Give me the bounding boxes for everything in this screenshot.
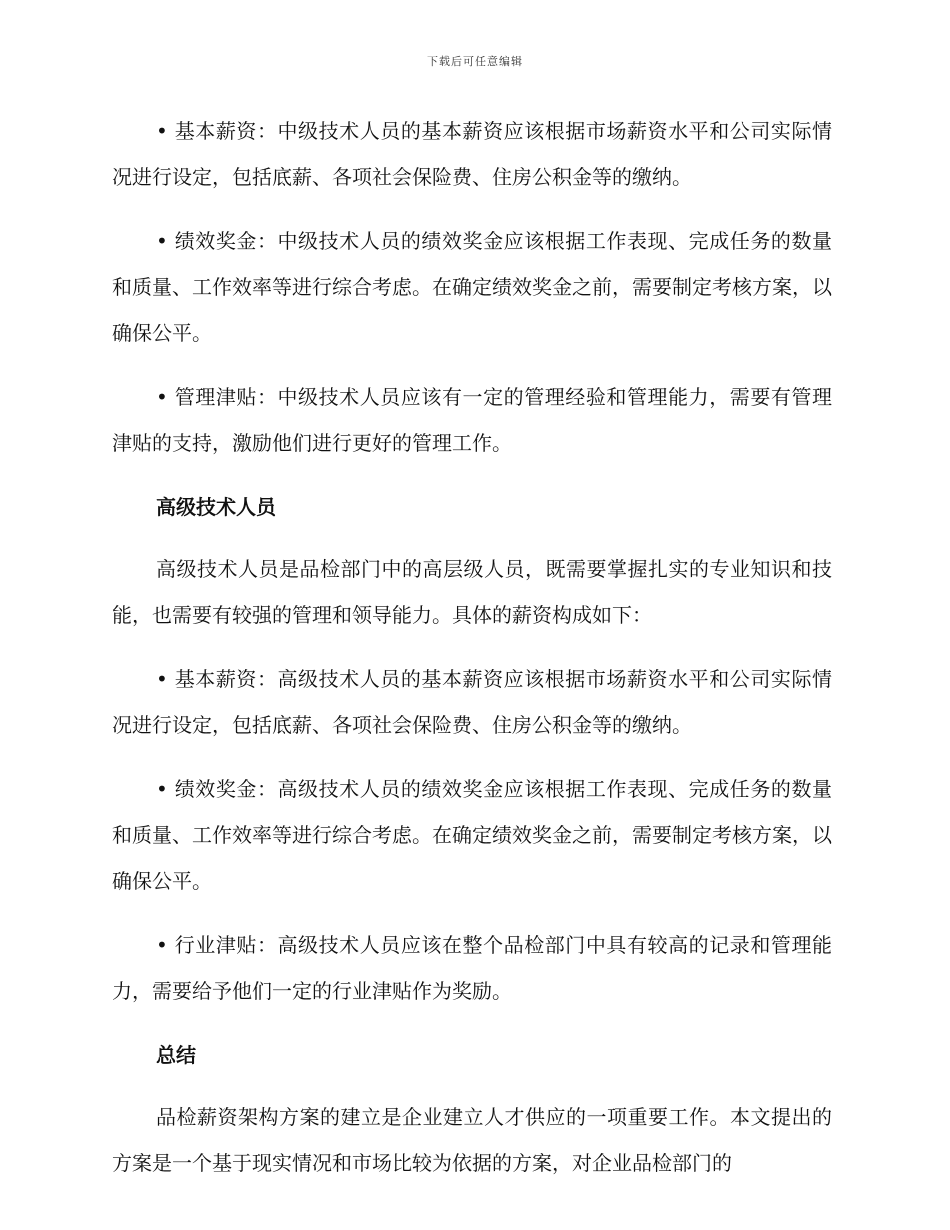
paragraph-senior-industry-allowance: • 行业津贴：高级技术人员应该在整个品检部门中具有较高的记录和管理能力，需要给予他们一定的行业津贴作为奖励。 xyxy=(112,933,832,1003)
paragraph-mid-base-salary: • 基本薪资：中级技术人员的基本薪资应该根据市场薪资水平和公司实际情况进行设定，包括底薪、各项社会保险费、住房公积金等的缴纳。 xyxy=(112,119,832,189)
section-heading-summary: 总结 xyxy=(156,1043,196,1067)
section-heading-senior-staff: 高级技术人员 xyxy=(156,495,276,519)
paragraph-senior-performance-bonus: • 绩效奖金：高级技术人员的绩效奖金应该根据工作表现、完成任务的数量和质量、工作效率等进行综合考虑。在确定绩效奖金之前，需要制定考核方案，以确保公平。 xyxy=(112,777,832,893)
page-header: 下载后可任意编辑 xyxy=(427,55,523,68)
paragraph-mid-performance-bonus: • 绩效奖金：中级技术人员的绩效奖金应该根据工作表现、完成任务的数量和质量、工作效率等进行综合考虑。在确定绩效奖金之前，需要制定考核方案，以确保公平。 xyxy=(112,229,832,345)
paragraph-senior-intro: 高级技术人员是品检部门中的高层级人员，既需要掌握扎实的专业知识和技能，也需要有较强的管理和领导能力。具体的薪资构成如下： xyxy=(112,557,832,627)
paragraph-mid-management-allowance: • 管理津贴：中级技术人员应该有一定的管理经验和管理能力，需要有管理津贴的支持，激励他们进行更好的管理工作。 xyxy=(112,385,832,455)
paragraph-senior-base-salary: • 基本薪资：高级技术人员的基本薪资应该根据市场薪资水平和公司实际情况进行设定，包括底薪、各项社会保险费、住房公积金等的缴纳。 xyxy=(112,667,832,737)
paragraph-summary: 品检薪资架构方案的建立是企业建立人才供应的一项重要工作。本文提出的方案是一个基于现实情况和市场比较为依据的方案，对企业品检部门的 xyxy=(112,1105,832,1175)
document-body xyxy=(112,108,832,1204)
